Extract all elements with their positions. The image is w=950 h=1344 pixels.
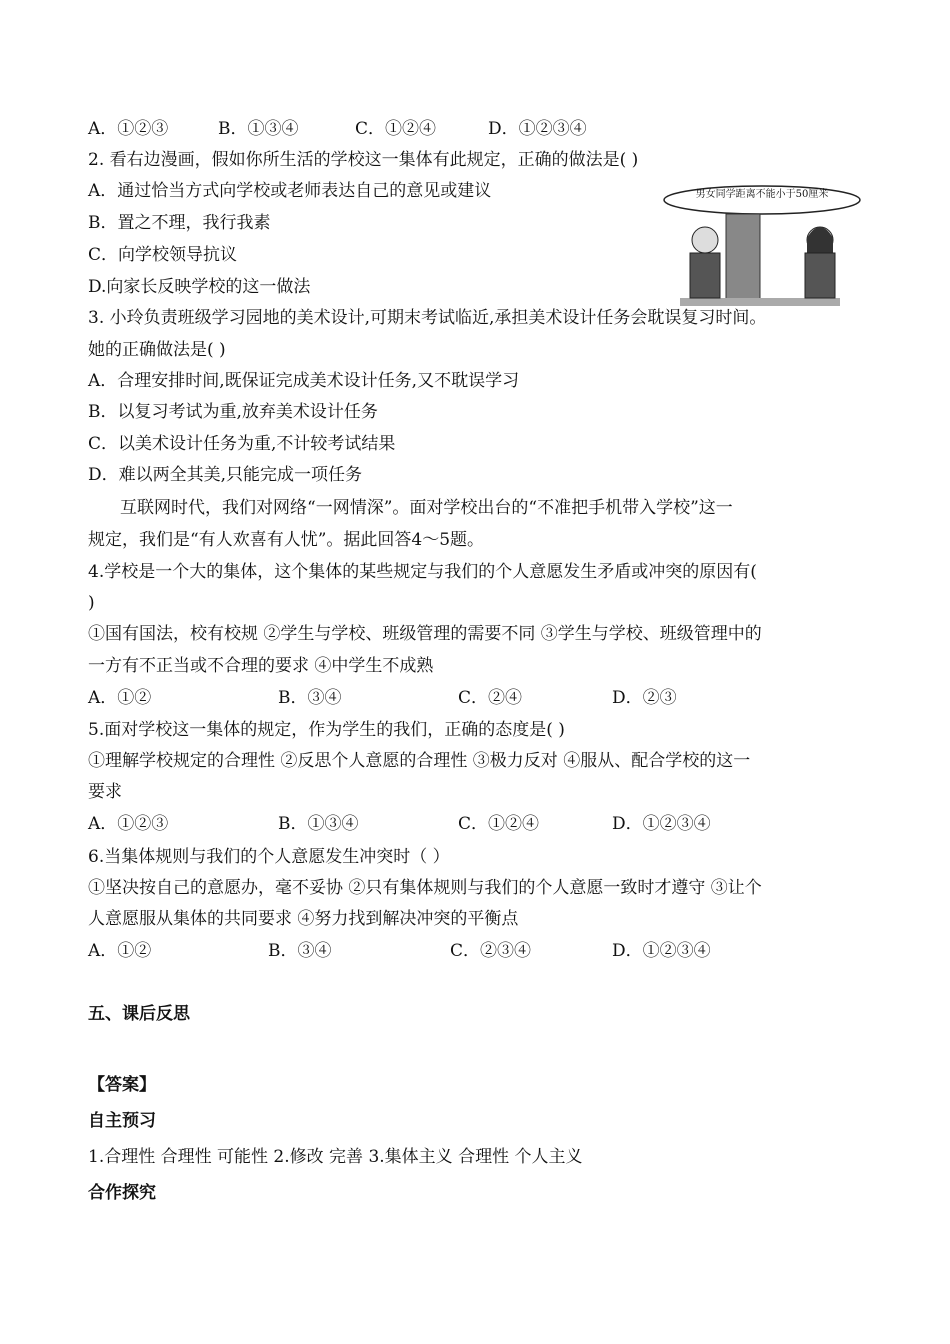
q6-option-b: B．③④ [268,941,332,961]
q4-option-a: A．①② [88,688,152,708]
q3-stem-line2: 她的正确做法是( ) [88,340,226,360]
q1-option-b: B．①③④ [218,119,299,139]
q4-option-b: B．③④ [278,688,342,708]
explore-title: 合作探究 [88,1183,156,1203]
q1-option-c: C．①②④ [355,119,437,139]
q4-option-c: C．②④ [458,688,523,708]
q2-stem: 2. 看右边漫画，假如你所生活的学校这一集体有此规定，正确的做法是( ) [88,150,639,170]
section5-title: 五、课后反思 [88,1004,190,1024]
q5-stem: 5.面对学校这一集体的规定，作为学生的我们，正确的态度是( ) [88,720,565,740]
q3-stem-line1: 3. 小玲负责班级学习园地的美术设计,可期末考试临近,承担美术设计任务会耽误复习时间。 [88,308,767,328]
q3-option-d: D．难以两全其美,只能完成一项任务 [88,465,363,485]
q6-option-d: D．①②③④ [612,941,711,961]
preview-title: 自主预习 [88,1111,156,1131]
q5-option-c: C．①②④ [458,814,540,834]
q2-option-b: B．置之不理，我行我素 [88,213,271,233]
q2-option-d: D.向家长反映学校的这一做法 [88,277,311,297]
q3-option-a: A．合理安排时间,既保证完成美术设计任务,又不耽误学习 [88,371,520,391]
q6-option-a: A．①② [88,941,152,961]
q4-items-line2: 一方有不正当或不合理的要求 ④中学生不成熟 [88,656,434,676]
q4-stem-line1: 4.学校是一个大的集体，这个集体的某些规定与我们的个人意愿发生矛盾或冲突的原因有( [88,562,757,582]
q5-option-b: B．①③④ [278,814,359,834]
answers-title: 【答案】 [88,1075,156,1095]
material-line1: 互联网时代，我们对网络“一网情深”。面对学校出台的“不准把手机带入学校”这一 [120,498,733,518]
q5-items-line2: 要求 [88,782,122,802]
q5-items-line1: ①理解学校规定的合理性 ②反思个人意愿的合理性 ③极力反对 ④服从、配合学校的这一 [88,751,751,771]
material-line2: 规定，我们是“有人欢喜有人忧”。据此回答4～5题。 [88,530,485,550]
q5-option-d: D．①②③④ [612,814,711,834]
q1-option-d: D．①②③④ [488,119,587,139]
q3-option-c: C．以美术设计任务为重,不计较考试结果 [88,434,396,454]
q4-items-line1: ①国有国法，校有校规 ②学生与学校、班级管理的需要不同 ③学生与学校、班级管理中的 [88,624,762,644]
q3-option-b: B．以复习考试为重,放弃美术设计任务 [88,402,378,422]
q4-option-d: D．②③ [612,688,677,708]
preview-answers: 1.合理性 合理性 可能性 2.修改 完善 3.集体主义 合理性 个人主义 [88,1147,583,1167]
q1-option-a: A．①②③ [88,119,169,139]
q4-stem-line2: ) [88,593,95,613]
cartoon-caption: 男女同学距离不能小于50厘米 [695,189,829,200]
q6-option-c: C．②③④ [450,941,532,961]
q6-items-line2: 人意愿服从集体的共同要求 ④努力找到解决冲突的平衡点 [88,909,519,929]
q6-stem: 6.当集体规则与我们的个人意愿发生冲突时（ ） [88,847,450,867]
q5-option-a: A．①②③ [88,814,169,834]
q6-items-line1: ①坚决按自己的意愿办，毫不妥协 ②只有集体规则与我们的个人意愿一致时才遵守 ③让个 [88,878,762,898]
q2-option-c: C．向学校领导抗议 [88,245,238,265]
q2-option-a: A．通过恰当方式向学校或老师表达自己的意见或建议 [88,181,492,201]
